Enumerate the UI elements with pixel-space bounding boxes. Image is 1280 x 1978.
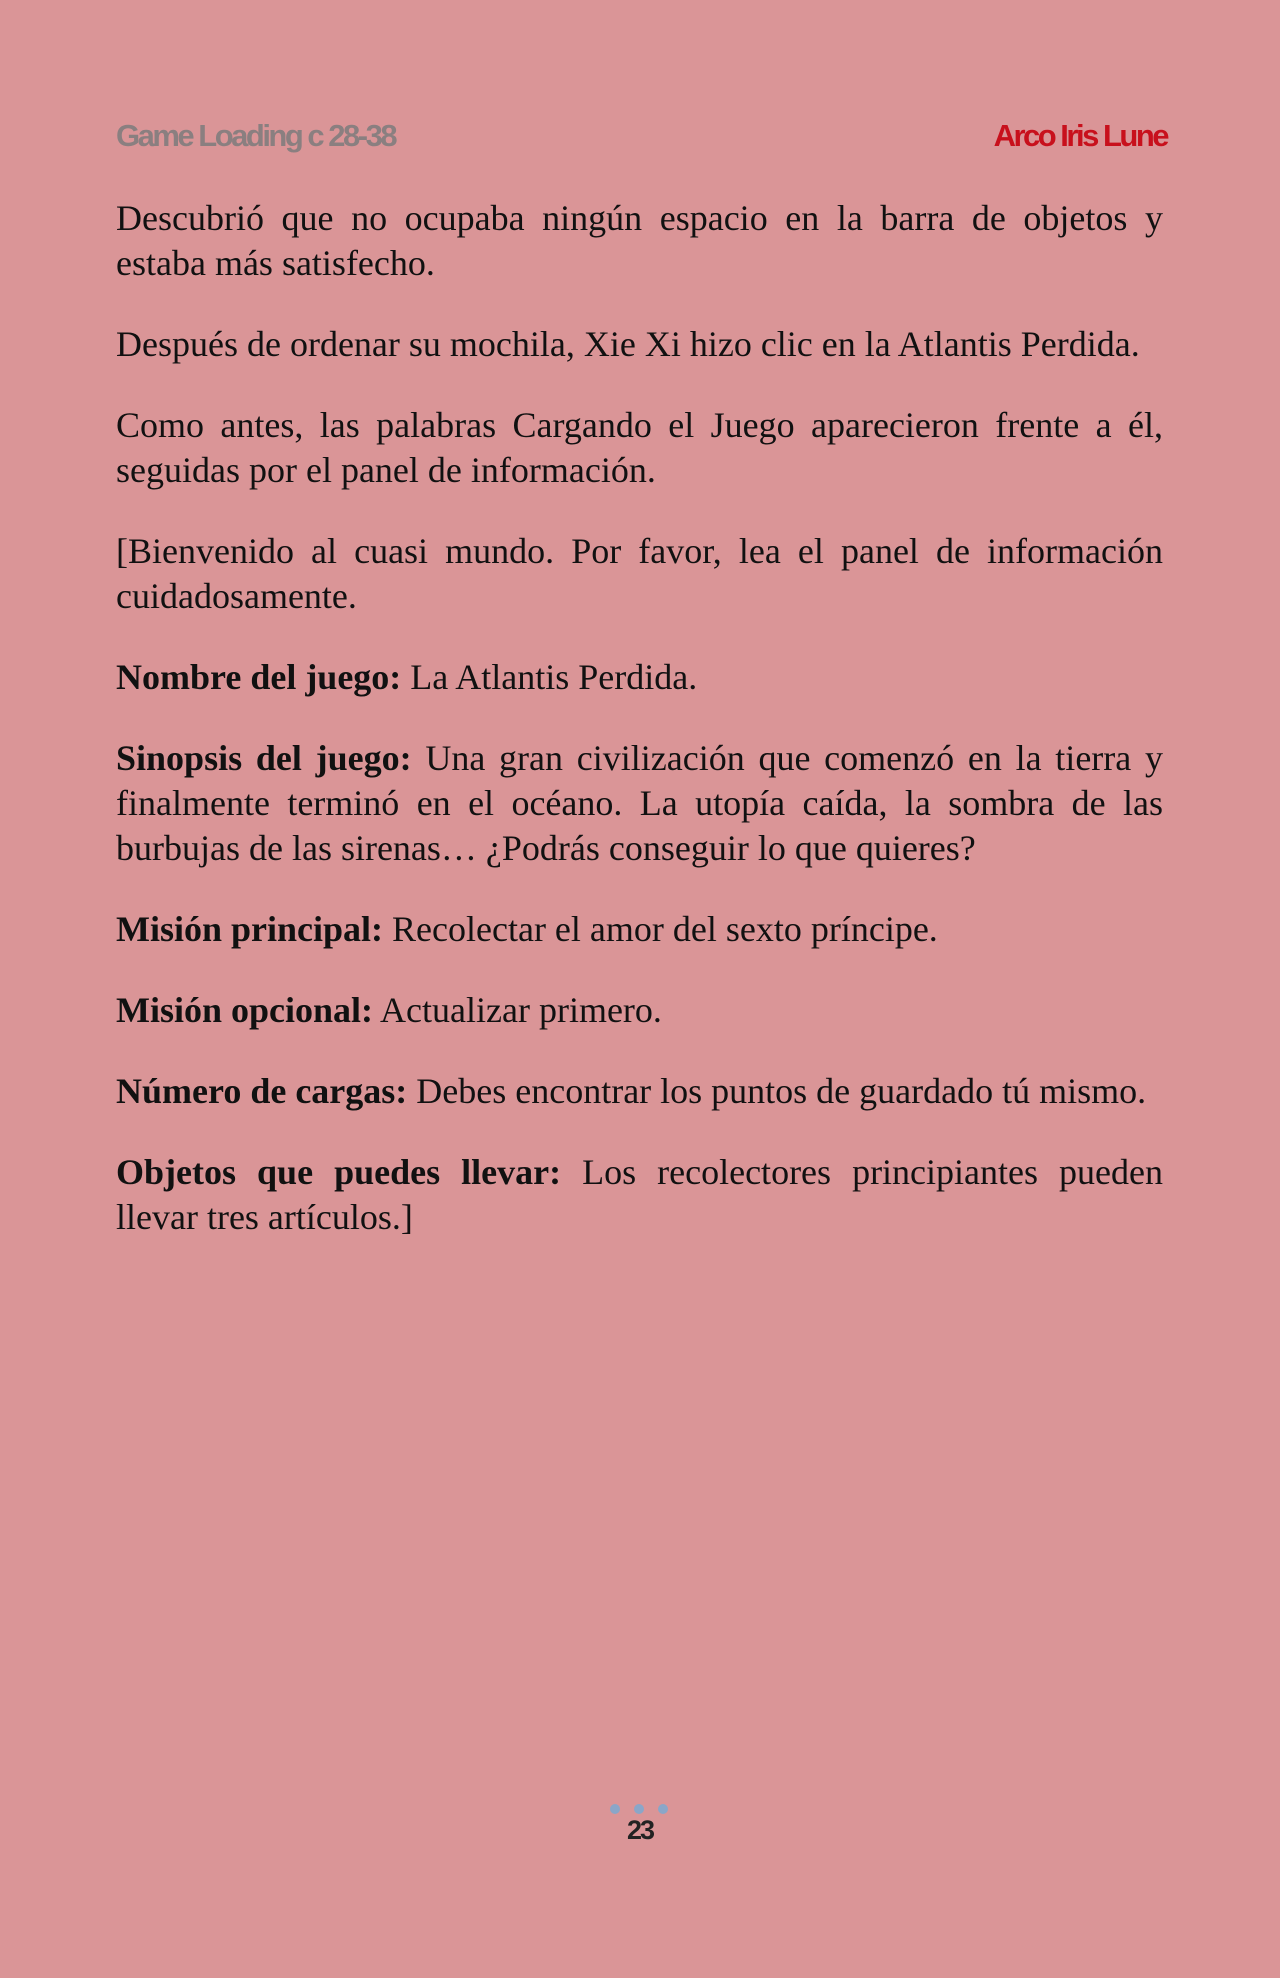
paragraph: [116, 322, 1163, 367]
paragraph-text: Una gran civilización que comenzó en la tierra y finalmente terminó en el océano. La utopía caída, la sombra de las burbujas de las sirenas… ¿Podrás conseguir lo que quieres?: [116, 738, 1163, 868]
info-synopsis: [116, 736, 1163, 871]
ornament-dot: [658, 1804, 668, 1814]
info-load-count: [116, 1069, 1163, 1114]
paragraph: [116, 529, 1163, 619]
paragraph: [116, 403, 1163, 493]
info-carry-items: [116, 1150, 1163, 1240]
paragraph-text: Los recolectores principiantes pueden llevar tres artículos.]: [116, 1152, 1163, 1237]
paragraph-text: Como antes, las palabras Cargando el Juego aparecieron frente a él, seguidas por el panel de información.: [116, 405, 1163, 490]
paragraph-text: [Bienvenido al cuasi mundo. Por favor, lea el panel de información cuidadosamente.: [116, 531, 1163, 616]
paragraph-text: Recolectar el amor del sexto príncipe.: [383, 909, 938, 949]
info-main-mission: [116, 907, 1163, 952]
info-game-name: [116, 655, 1163, 700]
paragraph-text: Actualizar primero.: [373, 990, 662, 1030]
paragraph-label: Número de cargas:: [116, 1071, 408, 1111]
paragraph-label: Misión principal:: [116, 909, 384, 949]
info-optional-mission: [116, 988, 1163, 1033]
page-ornament-dots: [610, 1804, 668, 1814]
paragraph-label: Objetos que puedes llevar:: [116, 1152, 562, 1192]
paragraph: [116, 196, 1163, 286]
running-header-title: Game Loading c 28-38: [116, 118, 396, 153]
running-header-author: Arco Iris Lune: [993, 118, 1167, 153]
ornament-dot: [634, 1804, 644, 1814]
paragraph-label: Sinopsis del juego:: [116, 738, 412, 778]
paragraph-text: Debes encontrar los puntos de guardado tú mismo.: [407, 1071, 1147, 1111]
page-body: [116, 196, 1163, 1276]
paragraph-text: Después de ordenar su mochila, Xie Xi hizo clic en la Atlantis Perdida.: [116, 324, 1140, 364]
page-number: 23: [626, 1815, 654, 1845]
paragraph-label: Misión opcional:: [116, 990, 374, 1030]
ornament-dot: [610, 1804, 620, 1814]
paragraph-text: La Atlantis Perdida.: [401, 657, 698, 697]
paragraph-text: Descubrió que no ocupaba ningún espacio en la barra de objetos y estaba más satisfecho.: [116, 198, 1163, 283]
paragraph-label: Nombre del juego:: [116, 657, 402, 697]
